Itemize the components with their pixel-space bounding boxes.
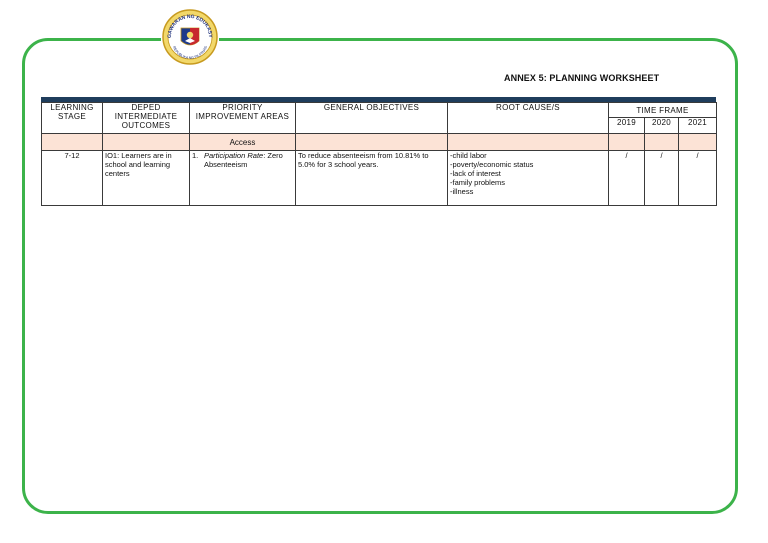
priority-number: 1. (192, 151, 199, 160)
cell-general-objective: To reduce absenteeism from 10.81% to 5.0% for 3 school years. (296, 151, 448, 206)
root-cause-item: -child labor (450, 151, 487, 160)
priority-detail: : Zero Absenteeism (204, 151, 283, 169)
seal-bottom-text: REPUBLIKA NG PILIPINAS (171, 45, 209, 61)
cell-mark-2021: / (679, 151, 717, 206)
section-cell (296, 134, 448, 151)
section-label: Access (190, 134, 296, 151)
cell-learning-stage: 7-12 (42, 151, 103, 206)
header-priority-areas: PRIORITY IMPROVEMENT AREAS (190, 103, 296, 134)
seal-top-text: GAWARAN NG EDUKASY (166, 13, 214, 39)
section-cell (42, 134, 103, 151)
header-learning-stage: LEARNING STAGE (42, 103, 103, 134)
section-cell (609, 134, 645, 151)
section-cell (103, 134, 190, 151)
header-general-objectives: GENERAL OBJECTIVES (296, 103, 448, 134)
header-year-2020: 2020 (645, 118, 679, 134)
root-cause-item: -illness (450, 187, 474, 196)
header-time-frame: TIME FRAME (609, 103, 717, 118)
cell-mark-2019: / (609, 151, 645, 206)
deped-seal-icon (161, 8, 219, 66)
header-year-2021: 2021 (679, 118, 717, 134)
root-cause-item: -lack of interest (450, 169, 501, 178)
cell-mark-2020: / (645, 151, 679, 206)
priority-title: Participation Rate (204, 151, 264, 160)
page-title: ANNEX 5: PLANNING WORKSHEET (504, 73, 660, 83)
root-cause-item: -poverty/economic status (450, 160, 534, 169)
planning-worksheet-table (41, 102, 717, 206)
section-row-access (42, 134, 717, 151)
cell-outcome: IO1: Learners are in school and learning centers (103, 151, 190, 206)
root-cause-item: -family problems (450, 178, 506, 187)
table-row (42, 151, 717, 206)
header-deped-outcomes: DEPED INTERMEDIATE OUTCOMES (103, 103, 190, 134)
section-cell (645, 134, 679, 151)
section-cell (679, 134, 717, 151)
header-year-2019: 2019 (609, 118, 645, 134)
cell-root-causes (448, 151, 609, 206)
cell-priority-area (190, 151, 296, 206)
section-cell (448, 134, 609, 151)
header-root-causes: ROOT CAUSE/S (448, 103, 609, 134)
